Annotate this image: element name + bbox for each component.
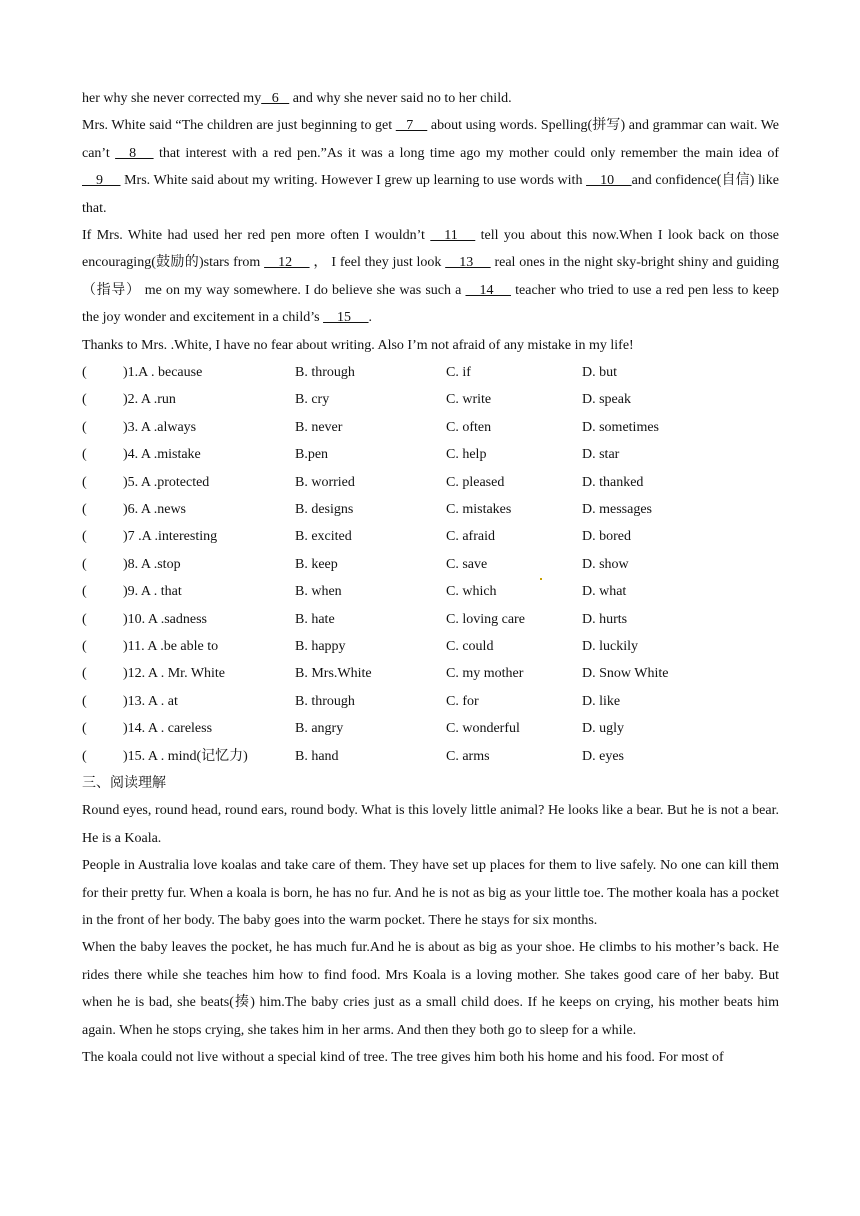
option-b: B. designs <box>295 502 354 518</box>
answer-paren: ( <box>82 529 87 545</box>
option-d: D. bored <box>582 529 631 545</box>
question-row <box>82 414 779 441</box>
option-b: B. angry <box>295 721 344 737</box>
option-a: )4. A .mistake <box>123 447 201 463</box>
option-c: C. my mother <box>446 666 524 682</box>
option-c: C. which <box>446 584 497 600</box>
stray-dot <box>540 578 542 580</box>
text: and why she never said no to her child. <box>289 91 512 106</box>
option-b: B. through <box>295 693 355 709</box>
text: teacher who tried to use a red pen less to keep the joy wonder and excitement in a child’s <box>82 282 779 326</box>
question-row <box>82 660 779 687</box>
answer-paren: ( <box>82 447 87 463</box>
option-a: )6. A .news <box>123 502 186 518</box>
option-d: D. ugly <box>582 721 624 737</box>
option-a: )2. A .run <box>123 392 176 408</box>
question-row <box>82 496 779 523</box>
option-d: D. Snow White <box>582 666 669 682</box>
answer-paren: ( <box>82 474 87 490</box>
text: . <box>368 310 373 326</box>
option-b: B. happy <box>295 638 346 654</box>
answer-paren: ( <box>82 721 87 737</box>
text: that interest with a red pen.”As it was a long time ago my mother could only remember the main idea of <box>153 145 779 161</box>
cloze-paragraph-3 <box>82 222 779 332</box>
reading-paragraph-1: Round eyes, round head, round ears, round body. What is this lovely little animal? He looks like a bear. But he is not a bear. He is a Koala. <box>82 803 779 846</box>
question-row <box>82 688 779 715</box>
option-a: )5. A .protected <box>123 474 210 490</box>
option-a: )11. A .be able to <box>123 638 219 654</box>
option-d: D. speak <box>582 392 631 408</box>
text: If Mrs. White had used her red pen more often I wouldn’t <box>82 228 431 244</box>
blank-10: 10 <box>586 173 632 189</box>
text: tell you about this now.When I look back on those encouraging(鼓励的)stars from <box>82 228 780 271</box>
blank-11: 11 <box>430 228 476 244</box>
option-a: )14. A . careless <box>123 721 213 737</box>
question-row <box>82 715 779 742</box>
option-d: D. but <box>582 365 617 381</box>
text: Mrs. White said “The children are just beginning to get <box>82 118 396 134</box>
option-d: D. show <box>582 556 629 572</box>
blank-8: 8 <box>115 145 154 161</box>
option-a: )7 .A .interesting <box>123 529 218 545</box>
answer-paren: ( <box>82 502 87 518</box>
option-c: C. save <box>446 556 488 572</box>
question-row <box>82 469 779 496</box>
option-c: C. could <box>446 638 494 654</box>
option-b: B.pen <box>295 447 329 463</box>
option-c: C. mistakes <box>446 502 512 518</box>
answer-paren: ( <box>82 611 87 627</box>
option-a: )8. A .stop <box>123 556 181 572</box>
answer-paren: ( <box>82 392 87 408</box>
answer-paren: ( <box>82 666 87 682</box>
answer-paren: ( <box>82 365 87 381</box>
option-a: )10. A .sadness <box>123 611 207 627</box>
question-row <box>82 551 779 578</box>
option-b: B. worried <box>295 474 355 490</box>
question-row <box>82 606 779 633</box>
answer-paren: ( <box>82 693 87 709</box>
answer-paren: ( <box>82 419 87 435</box>
option-a: )1.A . because <box>123 365 203 381</box>
question-row <box>82 578 779 605</box>
option-c: C. for <box>446 693 479 709</box>
blank-6: 6 <box>261 91 290 106</box>
option-b: B. when <box>295 584 342 600</box>
option-c: C. write <box>446 392 492 408</box>
option-a: )13. A . at <box>123 693 178 709</box>
option-b: B. through <box>295 365 355 381</box>
option-a: )9. A . that <box>123 584 182 600</box>
option-d: D. thanked <box>582 474 644 490</box>
text: ， I feel they just look <box>309 255 446 271</box>
option-b: B. Mrs.White <box>295 666 372 682</box>
text: her why she never corrected my <box>82 91 262 106</box>
option-d: D. hurts <box>582 611 628 627</box>
option-c: C. loving care <box>446 611 525 627</box>
option-a: )3. A .always <box>123 419 197 435</box>
question-row <box>82 743 779 770</box>
text: and confidence(自信) like that. <box>82 173 779 216</box>
reading-paragraph-4: The koala could not live without a special kind of tree. The tree gives him both his home and his food. For most of <box>82 1049 724 1065</box>
cloze-paragraph-1 <box>82 85 779 112</box>
answer-paren: ( <box>82 584 87 600</box>
answer-paren: ( <box>82 638 87 654</box>
option-c: C. wonderful <box>446 721 520 737</box>
option-d: D. eyes <box>582 748 624 764</box>
reading-paragraph-3: When the baby leaves the pocket, he has much fur.And he is about as big as your shoe. He climbs to his mother’s back. He rides there while she teaches him how to find food. Mrs Koala is a loving mother. She takes good care of her baby. But when he is bad, she beats(揍) him.The baby cries just as a small child does. If he keeps on crying, his mother beats him again. When he stops crying, she takes him in her arms. And then they both go to sleep for a while. <box>82 940 779 1038</box>
option-c: C. arms <box>446 748 490 764</box>
document-page <box>82 85 779 1071</box>
option-d: D. sometimes <box>582 419 659 435</box>
question-row <box>82 523 779 550</box>
blank-13: 13 <box>445 255 491 271</box>
option-a: )15. A . mind(记忆力) <box>123 748 248 764</box>
option-c: C. afraid <box>446 529 495 545</box>
text: about using words. Spelling(拼写) and grammar can wait. We can’t <box>82 118 779 161</box>
cloze-paragraph-4: Thanks to Mrs. .White, I have no fear about writing. Also I’m not afraid of any mistake in my life! <box>82 337 634 353</box>
question-list <box>82 359 779 770</box>
option-c: C. help <box>446 447 487 463</box>
option-b: B. hate <box>295 611 335 627</box>
text: Mrs. White said about my writing. However I grew up learning to use words with <box>120 173 587 189</box>
option-c: C. if <box>446 365 471 381</box>
section-title-reading: 三、阅读理解 <box>82 774 166 791</box>
option-b: B. excited <box>295 529 352 545</box>
question-row <box>82 359 779 386</box>
option-c: C. pleased <box>446 474 505 490</box>
option-b: B. keep <box>295 556 338 572</box>
option-d: D. luckily <box>582 638 638 654</box>
reading-paragraph-2: People in Australia love koalas and take care of them. They have set up places for them to live safely. No one can kill them for their pretty fur. When a koala is born, he has no fur. And he is not as big as your little toe. The mother koala has a pocket in the front of her body. The baby goes into the warm pocket. There he stays for six months. <box>82 858 779 928</box>
blank-7: 7 <box>395 118 428 134</box>
text: real ones in the night sky-bright shiny and guiding（指导） me on my way somewhere. I do believe she was such a <box>82 255 779 298</box>
option-a: )12. A . Mr. White <box>123 666 226 682</box>
option-b: B. hand <box>295 748 339 764</box>
blank-12: 12 <box>264 255 310 271</box>
option-d: D. messages <box>582 502 652 518</box>
question-row <box>82 441 779 468</box>
option-d: D. star <box>582 447 620 463</box>
cloze-paragraph-2 <box>82 112 779 222</box>
question-row <box>82 386 779 413</box>
option-d: D. what <box>582 584 627 600</box>
answer-paren: ( <box>82 748 87 764</box>
option-d: D. like <box>582 693 621 709</box>
question-row <box>82 633 779 660</box>
option-b: B. cry <box>295 392 330 408</box>
blank-15: 15 <box>323 310 369 326</box>
option-c: C. often <box>446 419 492 435</box>
option-b: B. never <box>295 419 343 435</box>
answer-paren: ( <box>82 556 87 572</box>
blank-9: 9 <box>82 173 121 189</box>
blank-14: 14 <box>465 282 511 298</box>
